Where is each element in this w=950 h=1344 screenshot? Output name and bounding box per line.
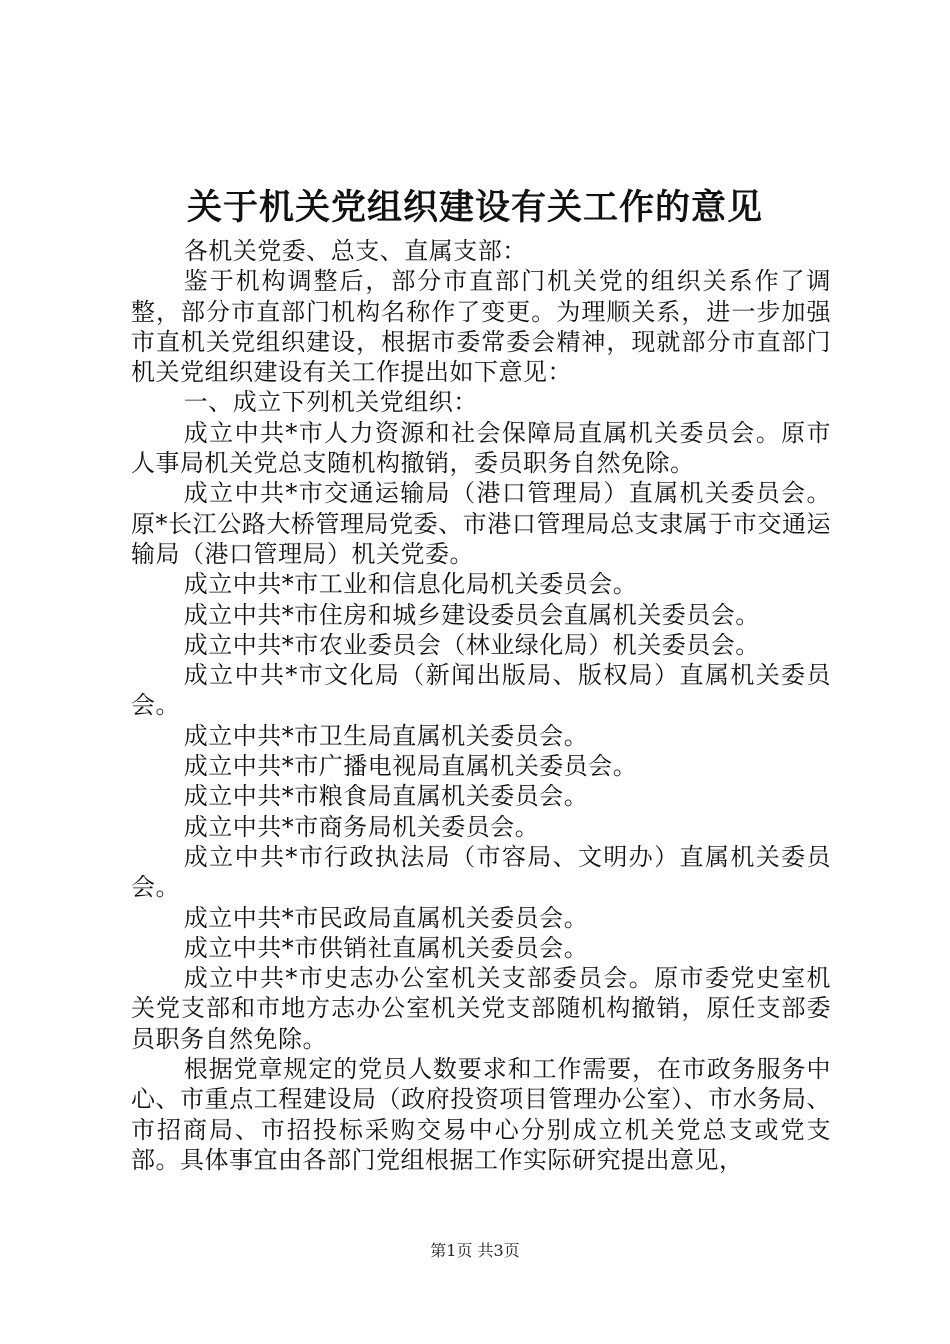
list-item: 成立中共*市商务局机关委员会。 (183, 812, 540, 841)
page-number-footer: 第1页 共3页 (430, 1241, 520, 1260)
section-heading: 一、成立下列机关党组织： (183, 388, 478, 417)
list-item: 成立中共*市卫生局直属机关委员会。 (183, 721, 589, 750)
document-title: 关于机关党组织建设有关工作的意见 (186, 187, 763, 228)
list-item: 成立中共*市供销社直属机关委员会。 (183, 933, 589, 962)
list-item: 成立中共*市住房和城乡建设委员会直属机关委员会。 (183, 600, 760, 629)
salutation-paragraph: 各机关党委、总支、直属支部： (183, 237, 527, 265)
list-item: 成立中共*市交通运输局（港口管理局）直属机关委员会。原*长江公路大桥管理局党委、市港口管理局总支隶属于市交通运输局（港口管理局）机关党委。 (131, 479, 831, 568)
list-item: 成立中共*市工业和信息化局机关委员会。 (183, 570, 638, 599)
list-item: 成立中共*市农业委员会（林业绿化局）机关委员会。 (183, 630, 760, 659)
list-item: 成立中共*市广播电视局直属机关委员会。 (183, 752, 638, 781)
closing-paragraph: 根据党章规定的党员人数要求和工作需要，在市政务服务中心、市重点工程建设局（政府投资项目管理办公室）、市水务局、市招商局、市招投标采购交易中心分别成立机关党总支或党支部。具体事宜由各部门党组根据工作实际研究提出意见， (131, 1055, 831, 1174)
list-item: 成立中共*市史志办公室机关支部委员会。原市委党史室机关党支部和市地方志办公室机关党支部随机构撤销，原任支部委员职务自然免除。 (131, 964, 831, 1053)
list-item: 成立中共*市民政局直属机关委员会。 (183, 903, 589, 932)
list-item: 成立中共*市文化局（新闻出版局、版权局）直属机关委员会。 (131, 661, 831, 720)
document-body (131, 236, 831, 1175)
list-item: 成立中共*市人力资源和社会保障局直属机关委员会。原市人事局机关党总支随机构撤销，委员职务自然免除。 (131, 418, 831, 478)
intro-paragraph: 鉴于机构调整后，部分市直部门机关党的组织关系作了调整，部分市直部门机构名称作了变更。为理顺关系，进一步加强市直机关党组织建设，根据市委常委会精神，现就部分市直部门机关党组织建设有关工作提出如下意见： (131, 267, 831, 387)
list-item: 成立中共*市粮食局直属机关委员会。 (183, 782, 589, 811)
list-item: 成立中共*市行政执法局（市容局、文明办）直属机关委员会。 (131, 842, 831, 902)
